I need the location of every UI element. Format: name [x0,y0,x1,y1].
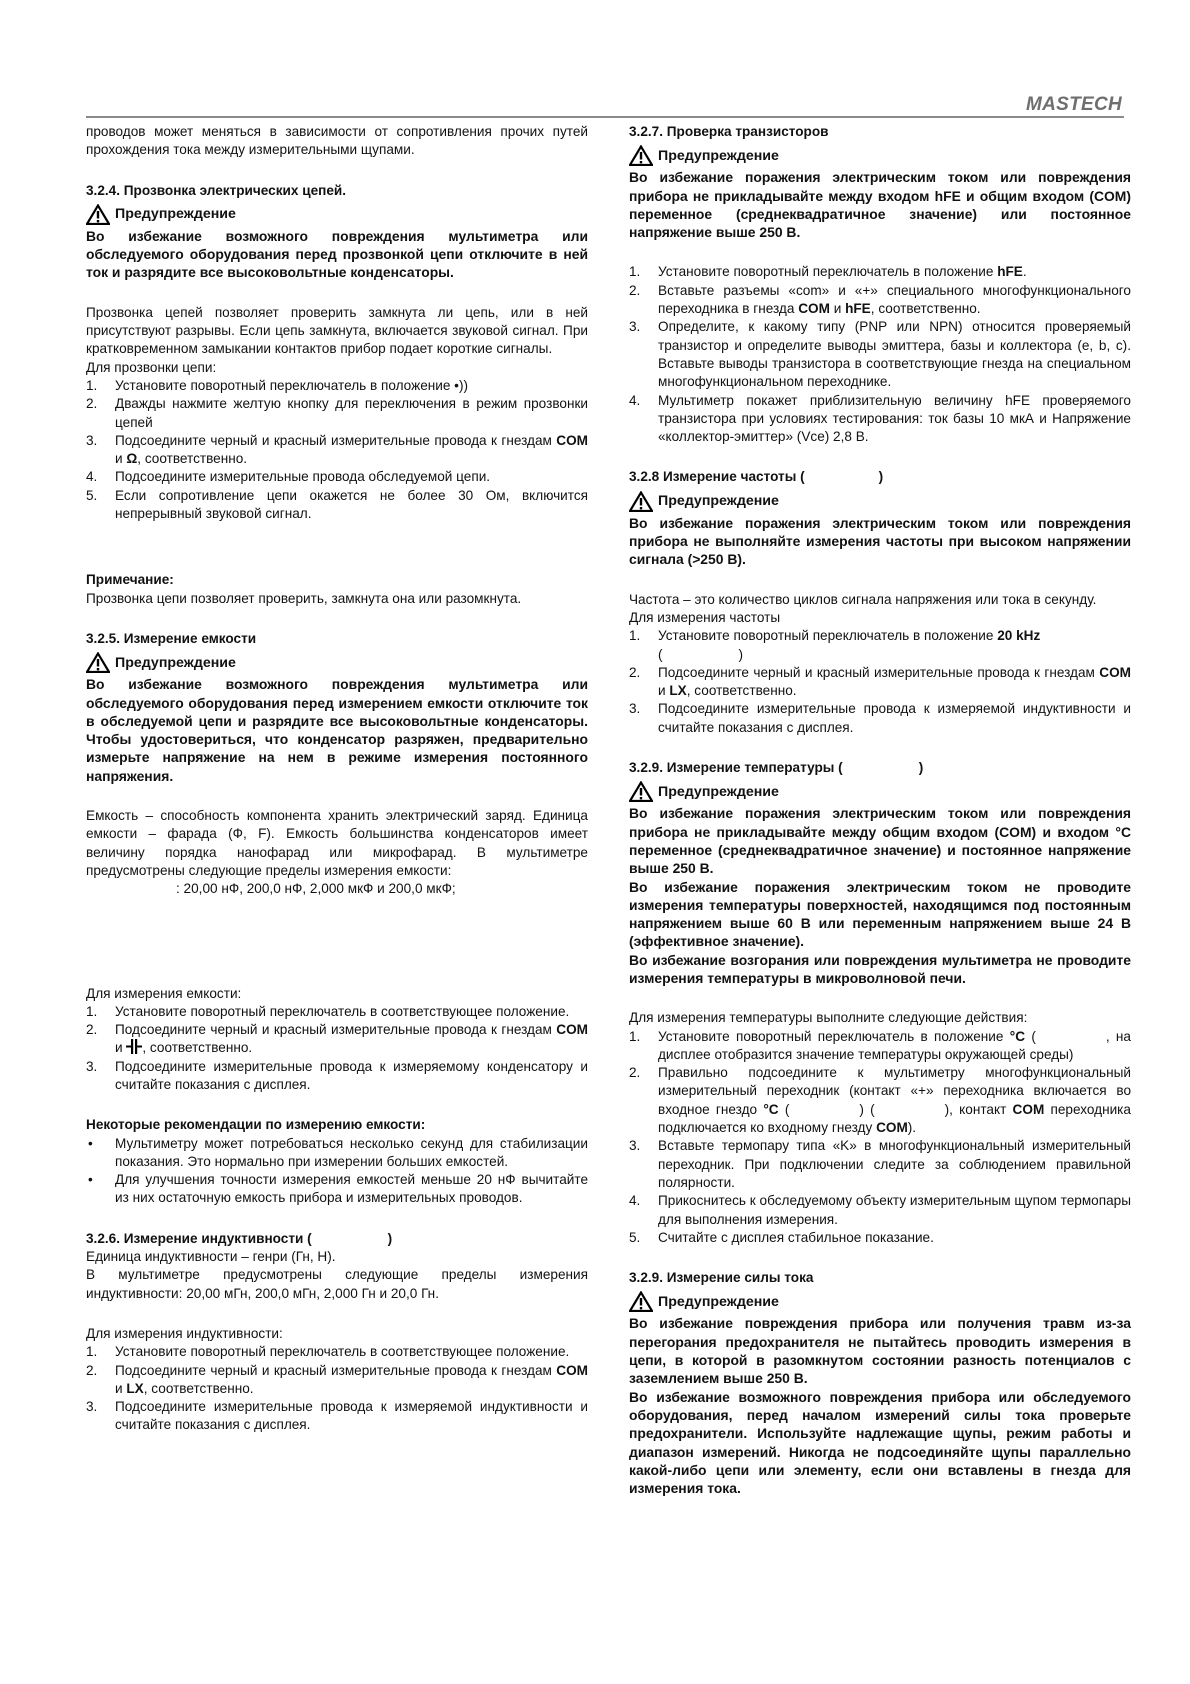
warning-label: Предупреждение [658,783,779,800]
left-column [86,123,588,1435]
paragraph: Емкость – способность компонента хранить электрический заряд. Единица емкости – фарада (Ф, F). Емкость большинства конденсаторов имеет величину порядка нанофарад или микрофарад. В мультиметре предусмотрены следующие пределы измерения емкости: [86,808,588,878]
warning-heading [629,1291,1131,1312]
list-lead: Для измерения температуры выполните следующие действия: [629,1010,1028,1026]
list-item: • Мультиметру может потребоваться несколько секунд для стабилизации показания. Это нормально при измерении больших емкостей. [88,1135,588,1169]
warning-heading [86,652,588,673]
recommendations-title: Некоторые рекомендации по измерению емкости: [86,1117,426,1133]
list-item: 2. Подсоедините черный и красный измерительные провода к гнездам COM и LX, соответственно. [86,1362,588,1396]
list-item: 2. Подсоедините черный и красный измерительные провода к гнездам COM и LX, соответственно. [629,664,1131,699]
steps-list [86,377,588,523]
warning-text: Во избежание возможного повреждения мультиметра или обследуемого оборудования перед прозвонкой цепи отключите в ней ток и разрядите все высоковольтные конденсаторы. [86,227,588,281]
list-item: 3. Вставьте термопару типа «K» в многофункциональный измерительный переходник. При подключении следите за соблюдением правильной полярности. [629,1138,1131,1190]
list-item: 3. Подсоедините измерительные провода к измеряемой индуктивности и считайте показания с дисплея. [629,701,1131,735]
warning-text: Во избежание поражения электрическим током или повреждения прибора не прикладывайте между общим входом (COM) и входом °C переменное (среднеквадратичное значение) и постоянное напряжение выше 250 В. [629,805,1131,877]
warning-label: Предупреждение [658,1293,779,1310]
warning-triangle-icon [629,1291,653,1312]
section-3-2-8-title: 3.2.8 Измерение частоты ( ) [629,469,884,485]
list-item: 1. Установите поворотный переключатель в положение °C ( , на дисплее отобразится значение температуры окружающей среды) [629,1028,1131,1062]
paragraph: Единица индуктивности – генри (Гн, Н). [86,1249,336,1265]
warning-triangle-icon [86,652,110,673]
section-3-2-9-temperature-title: 3.2.9. Измерение температуры ( ) [629,760,924,776]
list-item: 5. Если сопротивление цепи окажется не более 30 Ом, включится непрерывный звуковой сигнал. [86,487,588,522]
paragraph: Прозвонка цепей позволяет проверить замкнута ли цепь, или в ней присутствуют разрывы. Если цепь замкнута, включается звуковой сигнал. При кратковременном замыкании контактов прибор подает короткие сигналы. [86,304,588,357]
paragraph: Частота – это количество циклов сигнала напряжения или тока в секунду. [629,591,1097,607]
warning-label: Предупреждение [658,493,779,510]
list-lead: Для прозвонки цепи: [86,359,217,375]
warning-text: Во избежание возможного повреждения мультиметра или обследуемого оборудования перед измерением емкости отключите ток в обследуемой цепи и разрядите все высоковольтные конденсаторы. Чтобы удостовериться, что конденсатор разряжен, предварительно измерьте напряжение на нем в режиме измерения постоянного напряжения. [86,676,588,784]
warning-triangle-icon [86,204,110,225]
warning-heading [629,491,1131,512]
list-item: 5. Считайте с дисплея стабильное показание. [629,1229,934,1245]
warning-heading [629,145,1131,166]
list-item: 2. Вставьте разъемы «com» и «+» специального многофункционального переходника в гнезда COM и hFE, соответственно. [629,282,1131,317]
list-item: 3. Подсоедините измерительные провода к измеряемой индуктивности и считайте показания с дисплея. [86,1399,588,1433]
note-title: Примечание: [86,572,174,588]
list-item: 3. Подсоедините измерительные провода к измеряемому конденсатору и считайте показания с дисплея. [86,1058,588,1092]
brand-logo: MASTECH [1025,94,1122,115]
list-item: 4. Прикоснитесь к обследуемому объекту измерительным щупом термопары для выполнения измерения. [629,1193,1131,1227]
list-item: • Для улучшения точности измерения емкостей меньше 20 нФ вычитайте из них остаточную емкость прибора и измерительных проводов. [88,1172,588,1206]
capacitor-icon [126,1039,142,1054]
warning-text: Во избежание поражения электрическим током не проводите измерения температуры поверхностей, находящимся под постоянным напряжением выше 60 В или переменным напряжением выше 24 В (эффективное значение). [629,878,1131,950]
list-lead: Для измерения частоты [629,609,781,625]
intro-paragraph: проводов может меняться в зависимости от сопротивления прочих путей прохождения тока между измерительными щупами. [86,124,588,158]
warning-text: Во избежание поражения электрическим током или повреждения прибора не прикладывайте между входом hFE и общим входом (COM) переменное (среднеквадратичное значение) или постоянное напряжение выше 250 В. [629,169,1131,241]
header-rule [86,116,1124,118]
warning-heading [86,204,588,225]
steps-list [86,1343,588,1434]
warning-triangle-icon [629,145,653,166]
list-item: 1. Установите поворотный переключатель в соответствующее положение. [86,1344,570,1360]
list-item: 4. Мультиметр покажет приблизительную величину hFE проверяемого транзистора при условиях тестирования: ток базы 10 мкА и Напряжение «коллектор-эмиттер» (Vce) 2,8 В. [629,392,1131,445]
list-item: 1. Установите поворотный переключатель в положение •)) [86,377,468,393]
steps-list [86,1003,588,1094]
capacitance-ranges: : 20,00 нФ, 200,0 нФ, 2,000 мкФ и 200,0 мкФ; [176,881,456,897]
right-column [629,123,1131,1497]
recommendations-list [86,1135,588,1208]
warning-label: Предупреждение [658,147,779,164]
warning-heading [629,781,1131,802]
list-item: 2. Дважды нажмите желтую кнопку для переключения в режим прозвонки цепей [86,396,588,430]
warning-triangle-icon [629,781,653,802]
list-item: 3. Определите, к какому типу (PNP или NPN) относится проверяемый транзистор и определите выводы эмиттера, базы и коллектора (e, b, c). Вставьте выводы транзистора в соответствующие гнезда на специальном многофункциональном переходнике. [629,319,1131,390]
section-3-2-5-title: 3.2.5. Измерение емкости [86,630,257,646]
warning-text: Во избежание возгорания или повреждения мультиметра не проводите измерения температуры в микроволновой печи. [629,951,1131,986]
warning-label: Предупреждение [115,654,236,671]
list-lead: Для измерения емкости: [86,985,242,1001]
steps-list [629,263,1131,446]
steps-list [629,1028,1131,1248]
warning-text: Во избежание возможного повреждения прибора или обследуемого оборудования, перед началом измерений силы тока проверьте предохранители. Используйте надлежащие щупы, режим работы и диапазон измерений. Никогда не подсоединяйте щупы параллельно какой-либо цепи или элементу, если они вставлены в гнезда для измерения тока. [629,1388,1131,1497]
list-item: 4. Подсоедините измерительные провода обследуемой цепи. [86,469,491,485]
list-item: 3. Подсоедините черный и красный измерительные провода к гнездам COM и Ω, соответственно. [86,432,588,467]
list-item: 1. Установите поворотный переключатель в положение 20 kHz ( ) [629,628,1041,662]
list-item: 1. Установите поворотный переключатель в положение hFE. [629,264,1027,280]
section-3-2-9-current-title: 3.2.9. Измерение силы тока [629,1270,814,1286]
warning-text: Во избежание повреждения прибора или получения травм из-за перегорания предохранителя не пытайтесь проводить измерения в цепи, в которой в разомкнутом состоянии разность потенциалов с заземлением выше 250 В. [629,1315,1131,1387]
list-item: 2. Подсоедините черный и красный измерительные провода к гнездам COM и , соответственно. [86,1022,588,1056]
section-3-2-6-title: 3.2.6. Измерение индуктивности ( ) [86,1230,393,1246]
note-text: Прозвонка цепи позволяет проверить, замкнута она или разомкнута. [86,590,522,606]
paragraph: В мультиметре предусмотрены следующие пределы измерения индуктивности: 20,00 мГн, 200,0 мГн, 2,000 Гн и 20,0 Гн. [86,1267,588,1301]
list-item: 2. Правильно подсоедините к мультиметру многофункциональный измерительный переходник (контакт «+» переходника включается во входное гнездо °C ( ) ( ), контакт COM переходника подключается ко входному гнезду COM). [629,1065,1131,1136]
steps-list [629,627,1131,737]
section-3-2-4-title: 3.2.4. Прозвонка электрических цепей. [86,182,347,198]
warning-text: Во избежание поражения электрическим током или повреждения прибора не выполняйте измерения частоты при высоком напряжении сигнала (>250 В). [629,514,1131,568]
warning-triangle-icon [629,491,653,512]
section-3-2-7-title: 3.2.7. Проверка транзисторов [629,124,829,139]
warning-label: Предупреждение [115,206,236,223]
list-lead: Для измерения индуктивности: [86,1325,283,1341]
list-item: 1. Установите поворотный переключатель в соответствующее положение. [86,1003,570,1019]
